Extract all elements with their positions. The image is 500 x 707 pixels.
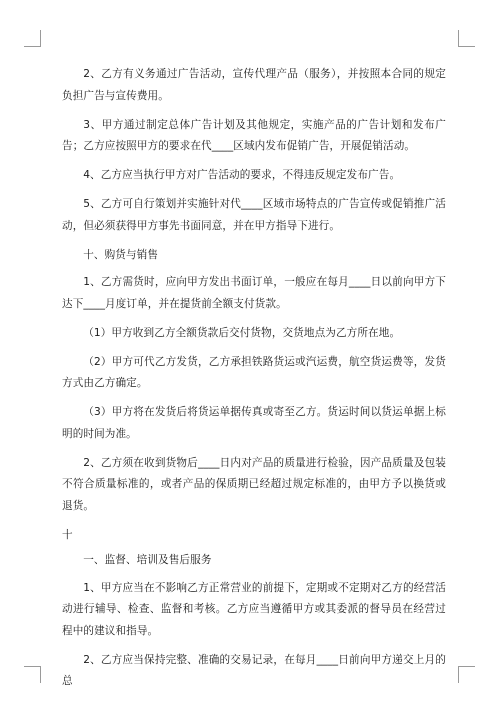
paragraph-item-1-delivery: （1）甲方收到乙方全额货款后交付货物，交货地点为乙方所在地。 — [83, 326, 401, 339]
paragraph-item-2-shipping: （2）甲方可代乙方发货，乙方承担铁路货运或汽运费，航空货运费等，发货方式由乙方确定。 — [62, 355, 446, 389]
paragraph-clause-3-advertising-plan: 3、甲方通过制定总体广告计划及其他规定，实施产品的广告计划和发布广告；乙方应按照甲方的要求在代____区域内发布促销广告，开展促销活动。 — [62, 118, 446, 152]
crop-mark-top-right — [458, 30, 475, 47]
crop-mark-bottom-left — [24, 666, 41, 683]
paragraph-item-3-shipping-documents: （3）甲方将在发货后将货运单据传真或寄至乙方。货运时间以货运单据上标明的时间为准。 — [62, 406, 446, 440]
section-number-fragment: 十 — [62, 528, 73, 541]
document-body — [62, 64, 446, 700]
paragraph-clause-1-orders: 1、乙方需货时，应向甲方发出书面订单，一般应在每月____日以前向甲方下达下____月度订单，并在提货前全额支付货款。 — [62, 276, 446, 310]
paragraph-clause-2-transaction-records: 2、乙方应当保持完整、准确的交易记录，在每月____日前向甲方递交上月的总 — [62, 653, 446, 687]
section-heading-supervision-training: 一、监督、培训及售后服务 — [83, 554, 212, 566]
paragraph-clause-4-advertising-rules: 4、乙方应当执行甲方对广告活动的要求，不得违反规定发布广告。 — [83, 169, 401, 181]
paragraph-clause-5-local-promotion: 5、乙方可自行策划并实施针对代____区域市场特点的广告宣传或促销推广活动，但必须获得甲方事先书面同意，并在甲方指导下进行。 — [62, 198, 446, 232]
paragraph-clause-2-quality-inspection: 2、乙方须在收到货物后____日内对产品的质量进行检验，因产品质量及包装不符合质量标准的，或者产品的保质期已经超过规定标准的，由甲方予以换货或退货。 — [62, 456, 446, 512]
paragraph-clause-2-advertising-duty: 2、乙方有义务通过广告活动，宣传代理产品（服务），并按照本合同的规定负担广告与宣传费用。 — [62, 68, 446, 102]
crop-mark-top-left — [24, 30, 41, 47]
section-heading-purchase-sales: 十、购货与销售 — [83, 248, 159, 261]
crop-mark-bottom-right — [458, 666, 475, 683]
paragraph-clause-1-supervision: 1、甲方应当在不影响乙方正常营业的前提下，定期或不定期对乙方的经营活动进行辅导、检查、监督和考核。乙方应当遵循甲方或其委派的督导员在经营过程中的建议和指导。 — [62, 581, 446, 637]
